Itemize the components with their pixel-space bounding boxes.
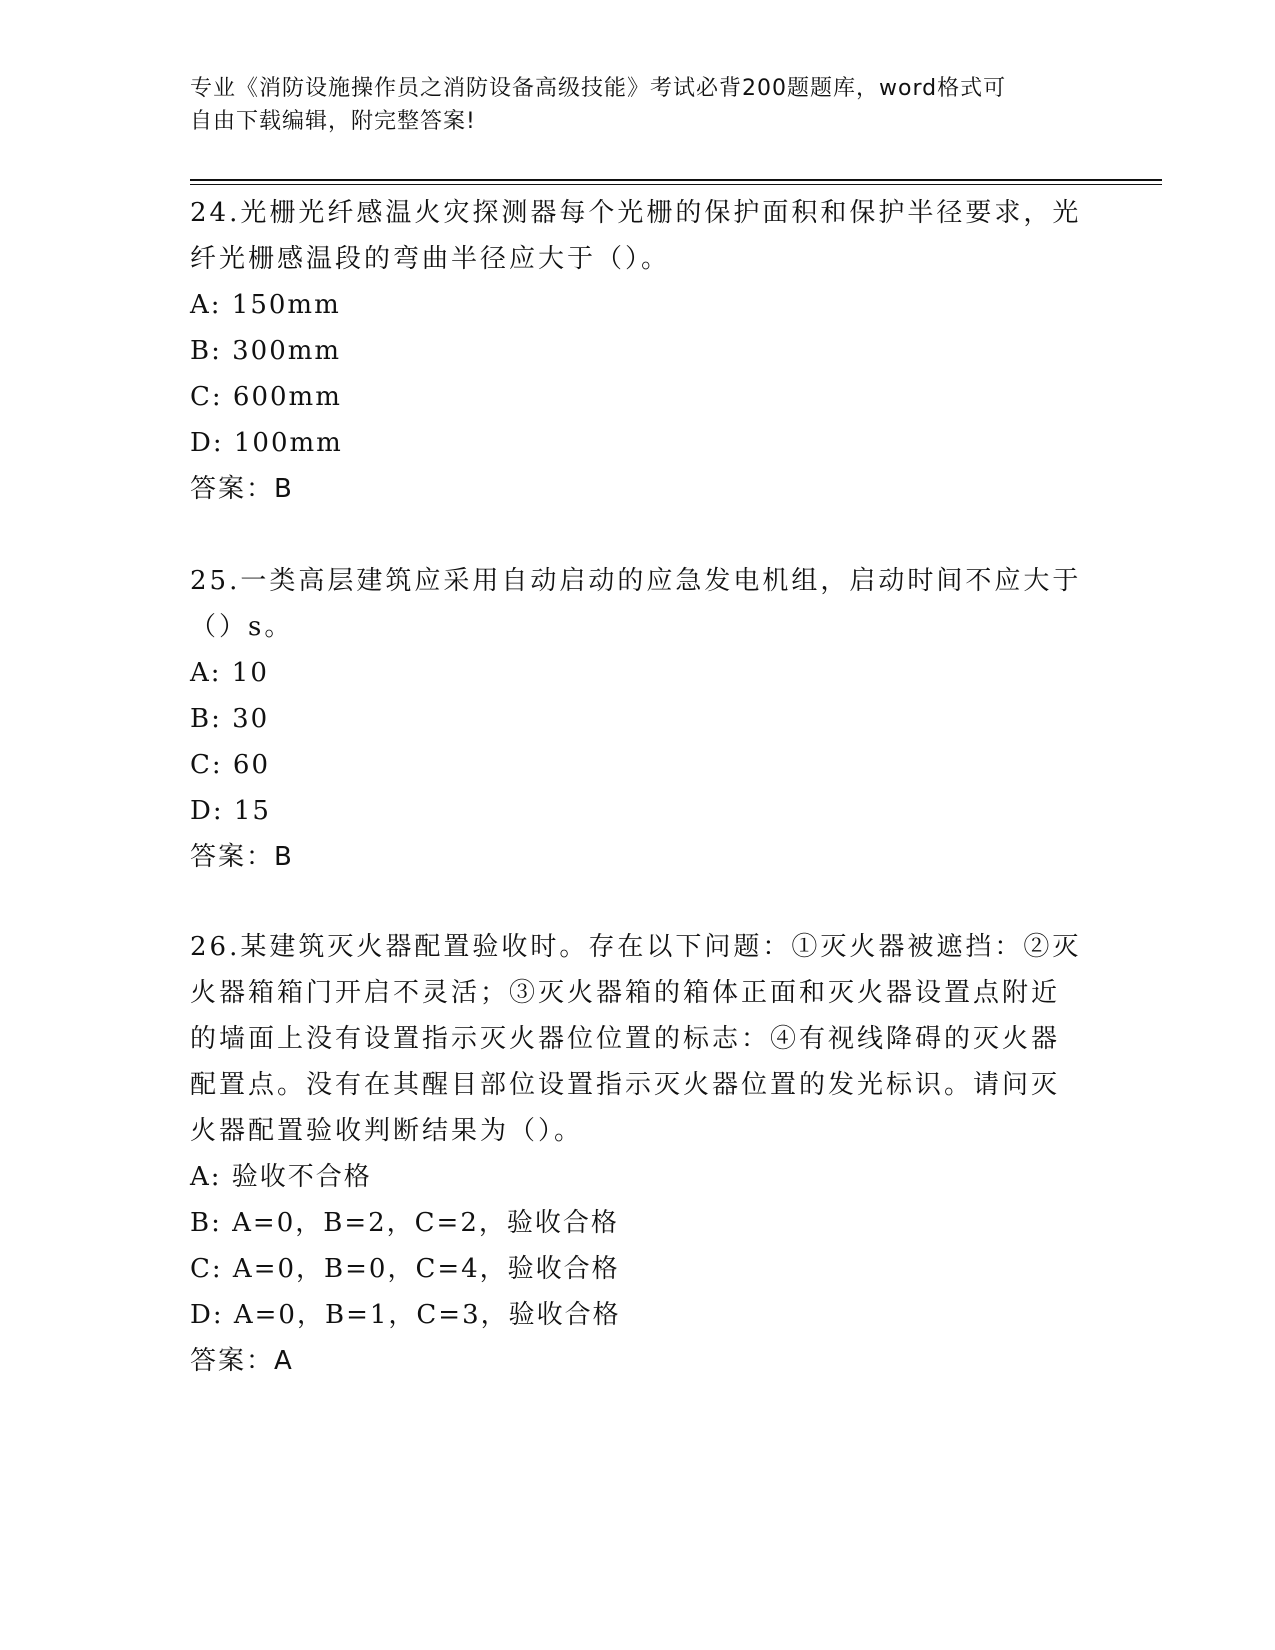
- option-c: C: 600mm: [190, 382, 342, 412]
- question-stem-line: 的墙面上没有设置指示灭火器位位置的标志：④有视线降碍的灭火器: [190, 1024, 1061, 1054]
- question-24: [190, 190, 1090, 512]
- document-header: [190, 72, 1090, 138]
- header-divider-thin: [190, 184, 1162, 185]
- question-stem-line: 25.一类高层建筑应采用自动启动的应急发电机组，启动时间不应大于: [190, 566, 1082, 596]
- option-d: D: A=0，B=1，C=3，验收合格: [190, 1300, 621, 1330]
- option-a: A: 150mm: [190, 290, 341, 320]
- question-stem-line: 火器配置验收判断结果为（）。: [190, 1116, 584, 1146]
- option-d: D: 15: [190, 796, 271, 826]
- question-stem-line: 火器箱箱门开启不灵活；③灭火器箱的箱体正面和灭火器设置点附近: [190, 978, 1061, 1008]
- question-26: [190, 924, 1090, 1384]
- question-stem-line: 24.光栅光纤感温火灾探测器每个光栅的保护面积和保护半径要求，光: [190, 198, 1082, 228]
- option-a: A: 10: [190, 658, 269, 688]
- question-25: [190, 558, 1090, 880]
- option-b: B: 30: [190, 704, 270, 734]
- option-b: B: A=0，B=2，C=2，验收合格: [190, 1208, 619, 1238]
- question-stem-line: 26.某建筑灭火器配置验收时。存在以下问题：①灭火器被遮挡：②灭: [190, 932, 1082, 962]
- question-stem-line: 配置点。没有在其醒目部位设置指示灭火器位置的发光标识。请问灭: [190, 1070, 1061, 1100]
- option-b: B: 300mm: [190, 336, 342, 366]
- option-c: C: A=0，B=0，C=4，验收合格: [190, 1254, 620, 1284]
- option-d: D: 100mm: [190, 428, 343, 458]
- option-a: A: 验收不合格: [190, 1162, 372, 1192]
- header-line-2: 自由下载编辑，附完整答案!: [190, 109, 476, 134]
- answer-line: 答案：B: [190, 474, 294, 504]
- header-line-1: 专业《消防设施操作员之消防设备高级技能》考试必背200题题库，word格式可: [190, 76, 1007, 101]
- question-stem-line: 纤光栅感温段的弯曲半径应大于（）。: [190, 244, 671, 274]
- option-c: C: 60: [190, 750, 271, 780]
- answer-line: 答案：B: [190, 842, 294, 872]
- question-stem-line: （）s。: [190, 612, 294, 642]
- answer-line: 答案：A: [190, 1346, 294, 1376]
- header-divider-thick: [190, 179, 1162, 181]
